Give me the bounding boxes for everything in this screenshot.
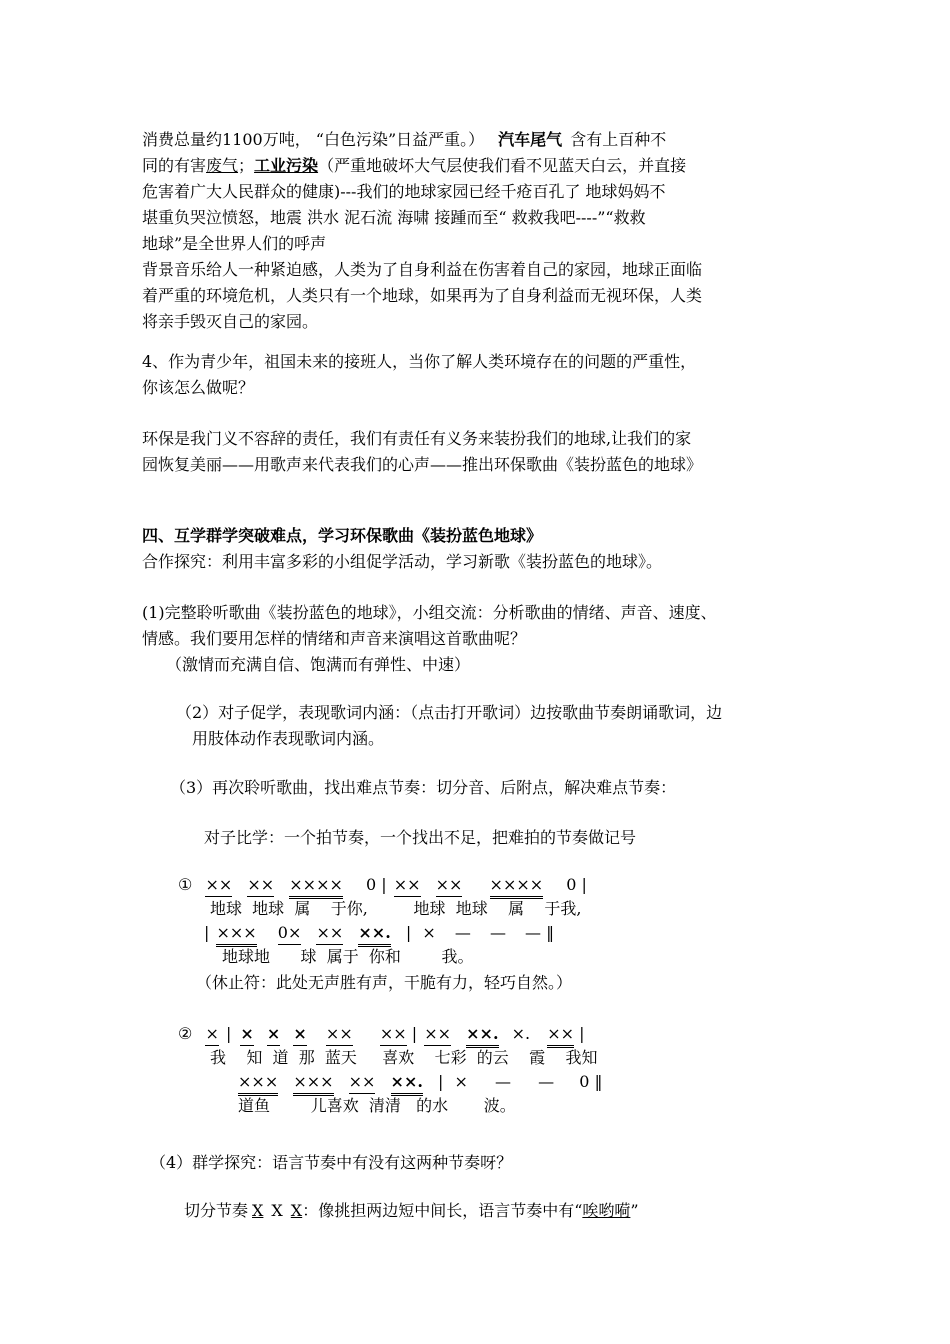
rhythm-dash: — (489, 923, 506, 942)
rhythm-note: × (293, 1023, 306, 1046)
rhythm-note: ×× (380, 1023, 407, 1046)
para-text: 消费总量约1100万吨， “白色污染”日益严重。） (142, 130, 485, 149)
syncopation-text: ：像挑担两边短中间长，语言节奏中有“ (302, 1201, 583, 1220)
question-line: 4、作为青少年，祖国未来的接班人，当你了解人类环境存在的问题的严重性， (142, 352, 697, 371)
rhythm-x: X (271, 1201, 283, 1220)
rhythm-2-line-1 (178, 1023, 585, 1048)
rhythm-note: × (267, 1023, 280, 1046)
rhythm-2-line-2 (238, 1071, 602, 1096)
rhythm-1-line-2 (204, 922, 554, 947)
step-2-line: （2）对子促学，表现歌词内涵：（点击打开歌词）边按歌曲节奏朗诵歌词，边 (176, 703, 723, 722)
step-2-line: 用肢体动作表现歌词内涵。 (192, 729, 385, 748)
rhythm-note: ××× (216, 922, 256, 947)
section-heading: 四、互学群学突破难点，学习环保歌曲《装扮蓝色地球》 (142, 526, 543, 545)
rhythm-rest: 0 (365, 875, 377, 894)
rhythm-note: ×× (349, 1071, 376, 1094)
rhythm-note: ×× (247, 874, 274, 897)
answer-line: 环保是我门义不容辞的责任，我们有责任有义务来装扮我们的地球,让我们的家 (142, 429, 692, 448)
rhythm-note: × (205, 1023, 218, 1046)
pair-practice: 对子比学：一个拍节奏，一个找出不足，把难拍的节奏做记号 (204, 828, 637, 847)
para-line: 堪重负哭泣愤怒，地震 洪水 泥石流 海啸 接踵而至“ 救救我吧----”“救救 (142, 208, 646, 227)
rhythm-note-dotted: ××. (391, 1071, 423, 1096)
rhythm-note: ×× (326, 1023, 353, 1046)
rhythm-dash: — (525, 923, 542, 942)
rhythm-note: × (240, 1023, 253, 1046)
section-intro: 合作探究：利用丰富多彩的小组促学活动，学习新歌《装扮蓝色的地球》。 (142, 552, 663, 571)
rhythm-dash: — (495, 1072, 511, 1091)
para-line (142, 127, 666, 153)
rhythm-note: ××× (293, 1071, 333, 1096)
rhythm-note: ×××× (289, 874, 343, 899)
barline: | (381, 875, 387, 894)
barline: | (579, 1024, 585, 1043)
step-4-line: （4）群学探究：语言节奏中有没有这两种节奏呀？ (150, 1153, 513, 1172)
step-1-line: 情感。我们要用怎样的情绪和声音来演唱这首歌曲呢？ (142, 629, 527, 648)
rhythm-note: ×× (424, 1023, 451, 1046)
rest-note: （休止符：此处无声胜有声，干脆有力，轻巧自然。） (196, 973, 573, 992)
rhythm-note-dotted: ××. (358, 922, 390, 947)
rhythm-number: ① (178, 875, 193, 894)
rhythm-note: × (454, 1072, 468, 1091)
bold-term-industrial-pollution: 工业污染 (254, 156, 319, 175)
rhythm-note: ×× (547, 1023, 574, 1048)
syncopation-text: ” (630, 1201, 639, 1220)
para-line (142, 153, 686, 179)
rhythm-1-line-1 (178, 874, 587, 899)
para-text: 同的有害 (142, 156, 207, 175)
question-line: 你该怎么做呢？ (142, 378, 255, 397)
rhythm-1-lyric-1: 地球 地球 属 于你, 地球 地球 属 于我, (210, 899, 582, 918)
barline: | (225, 1024, 232, 1043)
rhythm-note-dotted: ××. (466, 1023, 498, 1048)
step-3-line: （3）再次聆听歌曲，找出难点节奏：切分音、后附点，解决难点节奏： (170, 778, 677, 797)
step-1-note: （激情而充满自信、饱满而有弹性、中速） (166, 655, 471, 674)
syncopation-example-word: 唉哟嗬 (582, 1201, 631, 1220)
para-line: 危害着广大人民群众的健康)---我们的地球家园已经千疮百孔了 地球妈妈不 (142, 182, 666, 201)
syncopation-line (184, 1198, 639, 1224)
para-line: 将亲手毁灭自己的家园。 (142, 312, 319, 331)
rhythm-note: ×××× (490, 874, 544, 899)
rhythm-rest: 0 (579, 1072, 590, 1091)
bold-term-car-exhaust: 汽车尾气 (498, 130, 563, 149)
rhythm-note: ×× (394, 874, 421, 897)
rhythm-note: ×× (316, 922, 343, 945)
rhythm-number: ② (178, 1024, 193, 1043)
step-1-line: (1)完整聆听歌曲《装扮蓝色的地球》，小组交流：分析歌曲的情绪、声音、速度、 (142, 603, 717, 622)
para-text: 含有上百种不 (570, 130, 667, 149)
para-text: ； (238, 156, 255, 175)
rhythm-note: ××× (238, 1071, 278, 1096)
barline: | (204, 923, 210, 942)
barline: | (405, 923, 412, 942)
underlined-term-waste-gas: 废气 (206, 156, 239, 175)
end-barline: ‖ (546, 923, 555, 942)
barline: | (581, 875, 587, 894)
syncopation-label: 切分节奏 (184, 1201, 249, 1220)
rhythm-1-lyric-2: 地球地 球 属于 你和 我。 (222, 947, 474, 966)
rhythm-rest: 0 (566, 875, 577, 894)
rhythm-2-lyric-1: 我 知 道 那 蓝天 喜欢 七彩 的云 霞 我知 (210, 1048, 598, 1067)
rhythm-note: ×× (436, 874, 463, 897)
rhythm-dash: — (454, 923, 471, 942)
rhythm-note: 0× (278, 922, 302, 945)
para-line: 着严重的环境危机，人类只有一个地球，如果再为了自身利益而无视环保，人类 (142, 286, 703, 305)
rhythm-x: X (252, 1201, 264, 1220)
rhythm-dash: — (538, 1072, 555, 1091)
rhythm-note: ×× (205, 874, 232, 897)
barline: | (438, 1072, 444, 1091)
end-barline: ‖ (594, 1072, 603, 1091)
para-text: （严重地破坏大气层使我们看不见蓝天白云，并直接 (318, 156, 687, 175)
para-line: 背景音乐给人一种紧迫感，人类为了自身利益在伤害着自己的家园，地球正面临 (142, 260, 703, 279)
barline: | (411, 1024, 418, 1043)
rhythm-x: X (290, 1201, 303, 1220)
para-line: 地球”是全世界人们的呼声 (142, 234, 327, 253)
rhythm-note: × (422, 923, 436, 942)
answer-line: 园恢复美丽——用歌声来代表我们的心声——推出环保歌曲《装扮蓝色的地球》 (142, 455, 703, 474)
rhythm-note-dotted: ×. (511, 1024, 531, 1043)
rhythm-2-lyric-2: 道鱼 儿喜欢 清清 的水 波。 (238, 1096, 516, 1115)
